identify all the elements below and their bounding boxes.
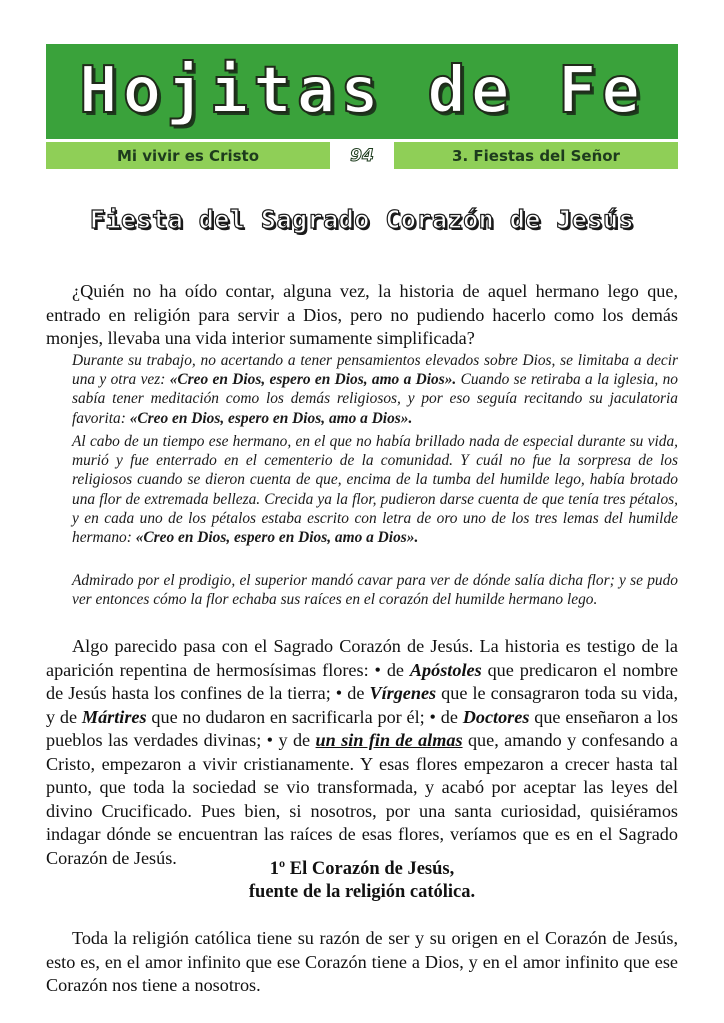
para2-text-c: que predicaron el nombre de Jesús hasta los confines de la tierra; • de (46, 659, 679, 703)
quote-paragraph-3: Admirado por el prodigio, el superior mandó cavar para ver de dónde salía dicha flor; y se pudo ver entonces cómo la flor echaba sus raíces en el corazón del humilde hermano lego. (72, 572, 678, 609)
section-label: 3. Fiestas del Señor (394, 142, 678, 169)
article-title: Fiesta del Sagrado Corazón de Jesús (89, 205, 635, 234)
para2-text-a: Algo parecido pasa con el Sagrado Corazón de Jesús. La historia es testigo de la aparición repentina de hermosísimas flores: • de (46, 636, 678, 680)
para2-text-g: que no dudaron en sacrificarla por él; • de (146, 706, 463, 727)
masthead-banner (46, 44, 678, 139)
quote2-text-a: Al cabo de un tiempo ese hermano, en el que no había brillado nada de especial durante su vida, murió y fue enterrado en el cementerio de la comunidad. Y cuál no fue la sorpresa de los religiosos cuando se dieron cuenta de que, encima de la tumba del humilde lego, había brotado una flor de extremada belleza. Crecida ya la flor, pudieron darse cuenta de que tenía tres pétalos, y en cada uno de los pétalos estaba escrito con letra de oro uno de los tres lemas del humilde hermano: (72, 433, 678, 547)
quote1-text-a: Durante su trabajo, no acertando a tener pensamientos elevados sobre Dios, se limitaba a decir una y otra vez: (72, 352, 678, 389)
quote-paragraph-1 (72, 351, 678, 428)
series-label: Mi vivir es Cristo (46, 142, 330, 169)
quote1-motto-2: «Creo en Dios, espero en Dios, amo a Dios». (129, 409, 413, 427)
publication-title: Hojitas de Fe (79, 53, 645, 128)
section-heading-line-2: fuente de la religión católica. (248, 882, 476, 902)
quote1-motto-1: «Creo en Dios, espero en Dios, amo a Dios». (169, 371, 457, 389)
quote1-text-c: Cuando se retiraba a la iglesia, no sabía tener meditación como los demás religiosos, y por eso seguía recitando su jaculatoria favorita: (72, 371, 679, 427)
masthead-strip (46, 142, 678, 169)
quote-paragraph-2 (72, 432, 678, 547)
intro-paragraph: ¿Quién no ha oído contar, alguna vez, la historia de aquel hermano lego que, entrado en religión para servir a Dios, pero no pudiendo hacerlo como los demás monjes, llevaba una vida interior sumamente simplificada? (46, 281, 678, 348)
para2-text-k: que, amando y confesando a Cristo, empezaron a vivir cristianamente. Y esas flores empezaron a crecer hasta tal punto, que toda la sociedad se vio transformada, y acabó por aceptar las leyes del divino Crucificado. Pues bien, si nosotros, por una santa curiosidad, quisiéramos indagar dónde se encuentran las raíces de esas flores, veríamos que es en el Sagrado Corazón de Jesús. (46, 730, 678, 868)
para2-text-e: que le consagraron toda su vida, y de (46, 683, 678, 727)
section-heading-line-1: 1º El Corazón de Jesús, (269, 859, 455, 879)
body-paragraph-3: Toda la religión católica tiene su razón de ser y su origen en el Corazón de Jesús, esto es, en el amor infinito que ese Corazón tiene a Dios, y en el amor infinito que ese Corazón nos tiene a nosotros. (46, 928, 678, 995)
para2-virgenes: Vírgenes (369, 683, 437, 703)
issue-number: 94 (333, 142, 391, 169)
body-paragraph-2 (46, 635, 678, 870)
para2-text-i: que enseñaron a los pueblos las verdades divinas; • y de (46, 706, 678, 750)
quote2-motto: «Creo en Dios, espero en Dios, amo a Dios». (135, 529, 419, 547)
para2-doctores: Doctores (462, 706, 530, 727)
masthead (46, 44, 678, 169)
para2-apostoles: Apóstoles (409, 659, 482, 680)
para2-martires: Mártires (81, 706, 147, 727)
para2-almas: un sin fin de almas (315, 730, 463, 750)
section-heading (46, 858, 678, 904)
